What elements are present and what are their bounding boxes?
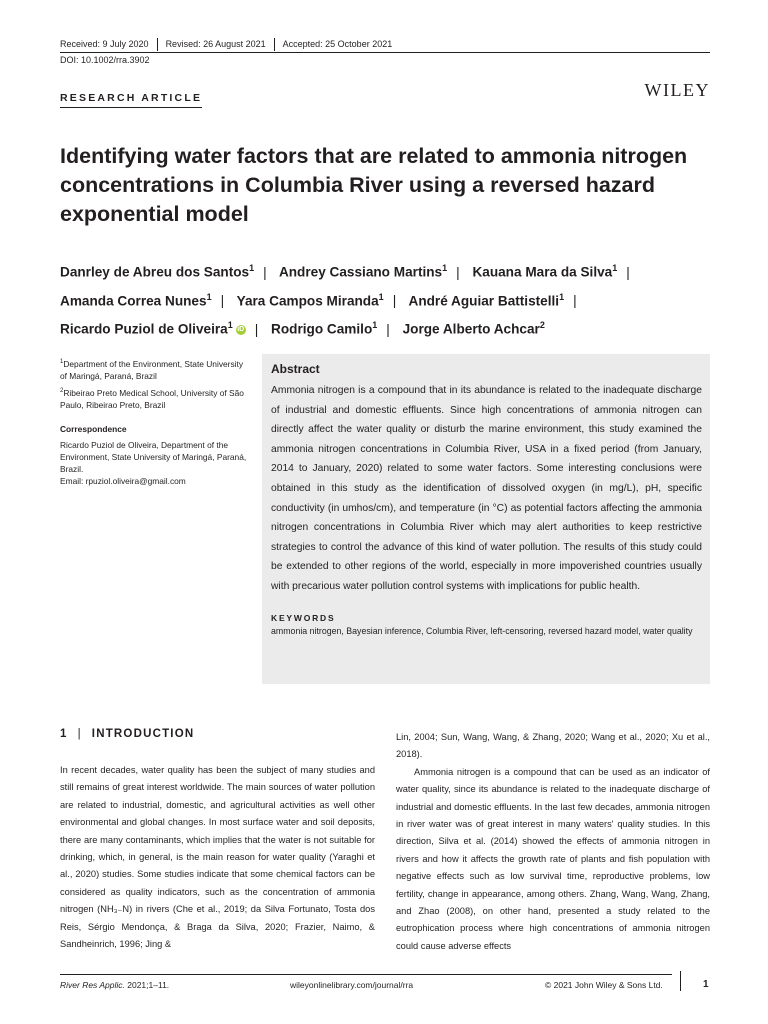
- author-affil: 1: [612, 263, 618, 273]
- body-paragraph: Ammonia nitrogen is a compound that can be used as an indicator of water quality, since its abundance is related to the inadequate discharge of industrial and domestic effluents. In the last few decades, ammonia nitrogen in river water was of great interest in many waters' quality studies. In this direction, Silva et al. (2014) showed the effects of ammonia nitrogen in rivers and how it affects the growth rate of plants and fish population with negative effects such as low survival time, reproductive problems, low fertility, change in appearance, among others. Zhang, Wang, Wang, Zhang, and Zhao (2008), on other hand, presented a study related to the eutrophication process where high concentrations of ammonia nitrogen could cause adverse effects: [396, 766, 710, 951]
- affil-text: Department of the Environment, State University of Maringá, Paraná, Brazil: [60, 358, 244, 381]
- affiliation-1: [60, 356, 250, 382]
- publisher-logo: WILEY: [644, 80, 710, 100]
- author-affil: 1: [227, 320, 233, 331]
- author-list: Danrley de Abreu dos Santos$^1$ | Andrey Cassiano Martins$^1$ | Kauana Mara da Silva$^1$ | Amanda Correa Nunes$^1$ | Yara Campos Miranda$^1$ | André Aguiar Battistelli$^1$ | Ricardo Puziol de Oliveira$^1$ iD | Rodrigo Camilo$^1$ | Jorge Alberto Achcar$^2$: [60, 263, 630, 337]
- doi[interactable]: DOI: 10.1002/rra.3902: [60, 55, 150, 65]
- abstract-heading: Abstract: [271, 362, 320, 376]
- author-affil: 1: [206, 291, 212, 302]
- author-affil: 1: [249, 263, 255, 273]
- header-rule: [60, 52, 710, 53]
- author-name[interactable]: Amanda Correa Nunes: [60, 293, 207, 309]
- page-number: 1: [703, 979, 709, 990]
- author-name[interactable]: Danrley de Abreu dos Santos: [60, 264, 250, 280]
- journal-citation: [60, 980, 169, 990]
- abstract-text: Ammonia nitrogen is a compound that in its abundance is related to the inadequate discharge of industrial and domestic effluents. Since high concentrations of ammonia nitrogen can directly affect the water quality or disturb the marine environment, this study examined the ammonia nitrogen concentrations in Columbia River, USA in a fixed period (from January, 2014 to January, 2020) related to some water factors. Some interesting conclusions were obtained in this study as the identification of dissolved oxygen (in mg/L), pH, specific conductivity (in umhos/cm), and temperature (in °C) as potential factors affecting the ammonia nitrogen concentrations in Columbia River which may alert authorities to keep restrictive strategies to control the advance of this kind of water pollution. The results of this study could be extended to other regions of the world, especially in more impoverished countries usually with precarious water pollution control systems with implications for public health.: [271, 385, 702, 592]
- footer-rule: [60, 974, 672, 975]
- author-affil: 1: [378, 291, 384, 302]
- received-date: Received: 9 July 2020: [60, 38, 158, 51]
- body-paragraph-continued: Lin, 2004; Sun, Wang, Wang, & Zhang, 2020; Wang et al., 2020; Xu et al., 2018).: [396, 732, 710, 760]
- affiliations: [60, 356, 250, 490]
- paper-title: Identifying water factors that are related to ammonia nitrogen concentrations in Columbia River using a reversed hazard exponential model: [60, 144, 688, 226]
- journal-name: River Res Applic.: [60, 980, 125, 990]
- correspondence-address: Ricardo Puziol de Oliveira, Department of the Environment, State University of Maringá, Paraná, Brazil.: [60, 439, 247, 475]
- section-number: 1: [60, 728, 68, 740]
- journal-issue: 2021;1–11.: [127, 980, 170, 990]
- keywords-text: ammonia nitrogen, Bayesian inference, Columbia River, left-censoring, reversed hazard model, water quality: [271, 625, 693, 636]
- author-affil: 1: [559, 291, 565, 302]
- affil-number: 1: [60, 359, 64, 365]
- correspondence-body: [60, 439, 250, 488]
- author-affil: 1: [442, 263, 448, 273]
- correspondence-heading: Correspondence: [60, 424, 127, 435]
- revised-date: Revised: 26 August 2021: [158, 38, 275, 51]
- publication-dates: [60, 38, 400, 51]
- left-column: [60, 762, 375, 953]
- author-affil: 2: [539, 320, 545, 331]
- correspondence-email[interactable]: Email: rpuziol.oliveira@gmail.com: [60, 476, 186, 487]
- affil-number: 2: [60, 388, 64, 395]
- author-name[interactable]: Ricardo Puziol de Oliveira: [60, 321, 228, 337]
- author-name[interactable]: Kauana Mara da Silva: [472, 264, 613, 280]
- orcid-icon[interactable]: iD: [237, 326, 245, 333]
- affiliation-2: [60, 385, 250, 411]
- abstract-box: [262, 354, 710, 684]
- author-name[interactable]: Jorge Alberto Achcar: [402, 321, 540, 337]
- accepted-date: Accepted: 25 October 2021: [282, 39, 393, 49]
- section-separator: |: [77, 728, 82, 740]
- body-paragraph: In recent decades, water quality has been the subject of many studies and still remains of great interest worldwide. The main sources of water pollution are related to industrial, domestic, and agricultural activities as well other environmental and global changes. In most surface water and soil deposits, there are many contaminants, which implies that the water is not suitable for drinking, which, in general, is the main reason for water quality (Yaraghi et al., 2020) studies. Some studies indicate that some chemical factors can be considered as quality indicators, such as the concentration of ammonia nitrogen (NH₃₋N) in rivers (Che et al., 2019; da Silva Fortunato, Tosta dos Reis, Sérgio Mendonça, & Braga da Silva, 2020; Frazier, Naimo, & Sandheinrich, 1996; Jing &: [60, 765, 375, 950]
- journal-url[interactable]: wileyonlinelibrary.com/journal/rra: [290, 980, 414, 990]
- author-name[interactable]: Rodrigo Camilo: [271, 321, 373, 337]
- author-name[interactable]: Yara Campos Miranda: [236, 293, 379, 309]
- right-column: [396, 729, 710, 955]
- author-name[interactable]: Andrey Cassiano Martins: [278, 264, 443, 280]
- author-affil: 1: [372, 320, 378, 331]
- section-heading: [60, 728, 194, 740]
- footer-divider: [680, 971, 681, 991]
- keywords-heading: KEYWORDS: [271, 612, 336, 623]
- copyright: © 2021 John Wiley & Sons Ltd.: [545, 980, 663, 990]
- section-title: INTRODUCTION: [91, 728, 195, 740]
- author-name[interactable]: André Aguiar Battistelli: [408, 293, 560, 309]
- affil-text: Ribeirao Preto Medical School, University of São Paulo, Ribeirao Preto, Brazil: [60, 388, 244, 411]
- article-type: RESEARCH ARTICLE: [60, 92, 202, 108]
